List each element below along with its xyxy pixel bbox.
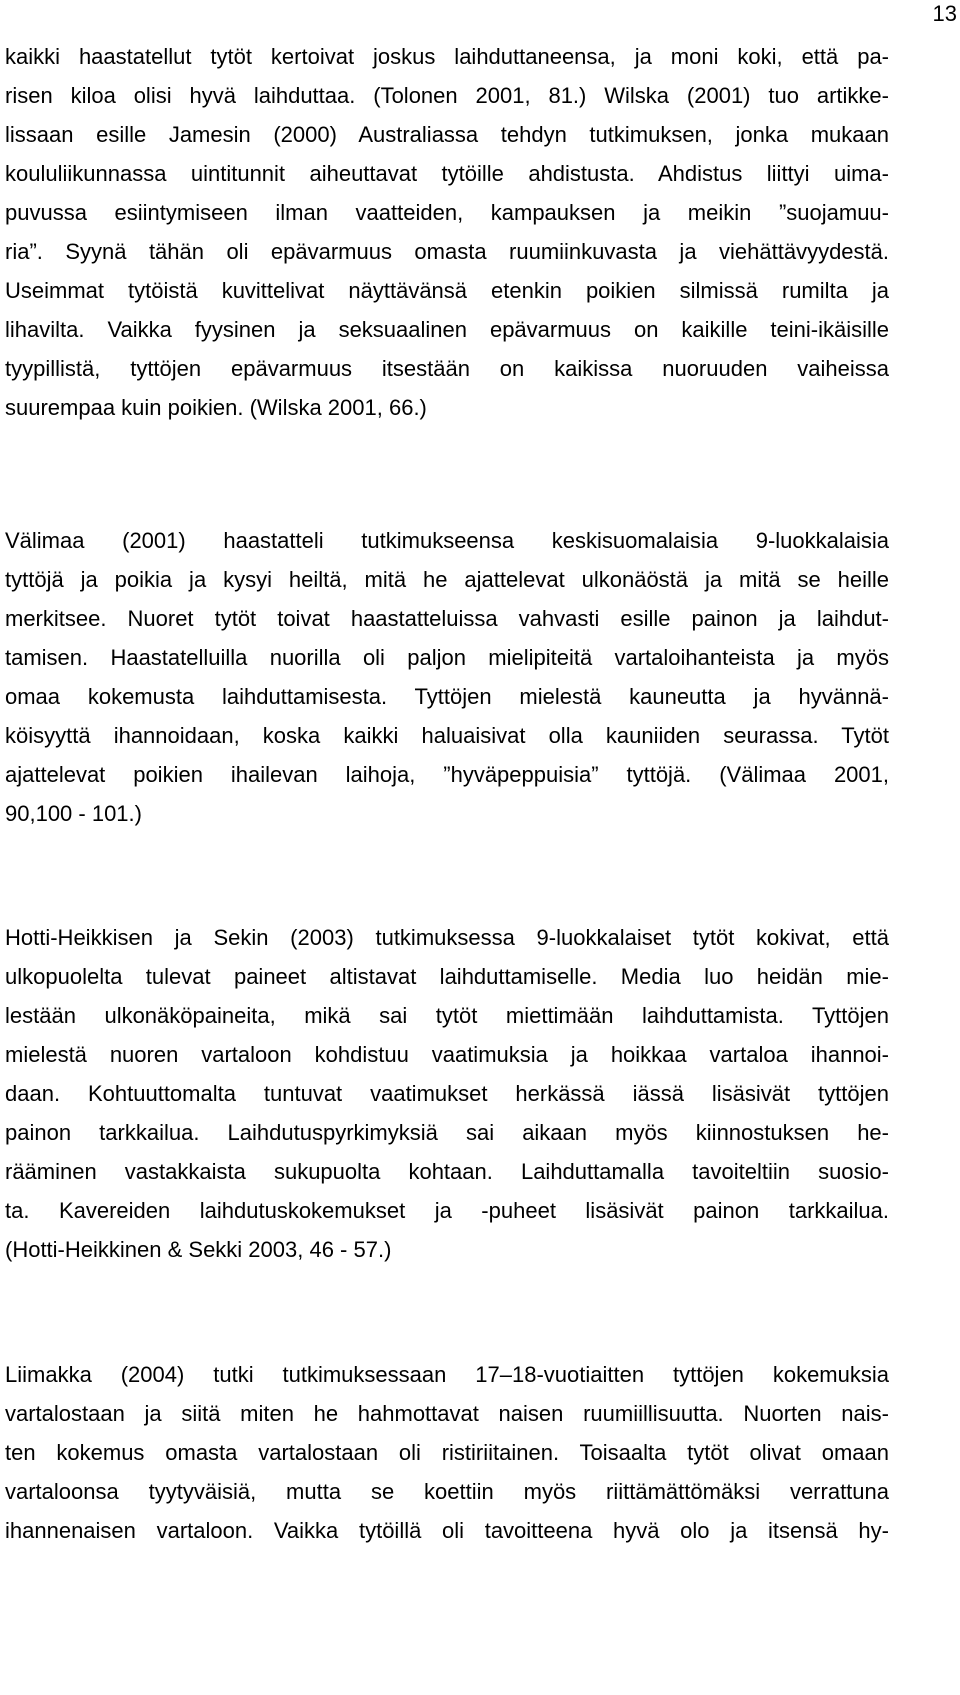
text-line: painon tarkkailua. Laihdutuspyrkimyksiä sai aikaan myös kiinnostuksen he- (5, 1120, 889, 1145)
text-line: Hotti-Heikkisen ja Sekin (2003) tutkimuksessa 9-luokkalaiset tytöt kokivat, että (5, 925, 889, 950)
text-line: (Hotti-Heikkinen & Sekki 2003, 46 - 57.) (5, 1237, 392, 1262)
text-line: rääminen vastakkaista sukupuolta kohtaan. Laihduttamalla tavoiteltiin suosio- (5, 1159, 889, 1184)
text-line: ihannenaisen vartaloon. Vaikka tytöillä oli tavoitteena hyvä olo ja itsensä hy- (5, 1518, 889, 1543)
text-line: lissaan esille Jamesin (2000) Australiassa tehdyn tutkimuksen, jonka mukaan (5, 122, 889, 147)
text-line: merkitsee. Nuoret tytöt toivat haastatteluissa vahvasti esille painon ja laihdut- (5, 606, 889, 631)
text-line: risen kiloa olisi hyvä laihduttaa. (Tolonen 2001, 81.) Wilska (2001) tuo artikke- (5, 83, 889, 108)
text-line: Useimmat tytöistä kuvittelivat näyttävänsä etenkin poikien silmissä rumilta ja (5, 278, 889, 303)
paragraph-2 (5, 521, 889, 833)
text-line: ria”. Syynä tähän oli epävarmuus omasta ruumiinkuvasta ja viehättävyydestä. (5, 239, 889, 264)
text-line: vartalostaan ja siitä miten he hahmottavat naisen ruumiillisuutta. Nuorten nais- (5, 1401, 889, 1426)
page-number: 13 (932, 1, 957, 26)
text-line: ajattelevat poikien ihailevan laihoja, ”hyväpeppuisia” tyttöjä. (Välimaa 2001, (5, 762, 889, 787)
text-line: vartaloonsa tyytyväisiä, mutta se koettiin myös riittämättömäksi verrattuna (5, 1479, 889, 1504)
text-line: tamisen. Haastatelluilla nuorilla oli paljon mielipiteitä vartaloihanteista ja myös (5, 645, 889, 670)
text-line: daan. Kohtuuttomalta tuntuvat vaatimukset herkässä iässä lisäsivät tyttöjen (5, 1081, 889, 1106)
text-line: ulkopuolelta tulevat paineet altistavat laihduttamiselle. Media luo heidän mie- (5, 964, 889, 989)
text-line: tyttöjä ja poikia ja kysyi heiltä, mitä he ajattelevat ulkonäöstä ja mitä se heille (5, 567, 889, 592)
text-line: lestään ulkonäköpaineita, mikä sai tytöt miettimään laihduttamista. Tyttöjen (5, 1003, 889, 1028)
paragraph-1 (5, 37, 889, 427)
text-line: tyypillistä, tyttöjen epävarmuus itsestään on kaikissa nuoruuden vaiheissa (5, 356, 889, 381)
text-line: puvussa esiintymiseen ilman vaatteiden, kampauksen ja meikin ”suojamuu- (5, 200, 889, 225)
text-line: kaikki haastatellut tytöt kertoivat joskus laihduttaneensa, ja moni koki, että pa- (5, 44, 889, 69)
paragraph-3 (5, 918, 889, 1269)
text-line: lihavilta. Vaikka fyysinen ja seksuaalinen epävarmuus on kaikille teini-ikäisille (5, 317, 889, 342)
text-line: suurempaa kuin poikien. (Wilska 2001, 66.) (5, 395, 427, 420)
text-line: mielestä nuoren vartaloon kohdistuu vaatimuksia ja hoikkaa vartaloa ihannoi- (5, 1042, 889, 1067)
text-line: Liimakka (2004) tutki tutkimuksessaan 17–18-vuotiaitten tyttöjen kokemuksia (5, 1362, 889, 1387)
text-line: koululiikunnassa uintitunnit aiheuttavat tytöille ahdistusta. Ahdistus liittyi uima- (5, 161, 889, 186)
paragraph-4 (5, 1355, 889, 1550)
text-line: ta. Kavereiden laihdutuskokemukset ja -puheet lisäsivät painon tarkkailua. (5, 1198, 889, 1223)
text-line: omaa kokemusta laihduttamisesta. Tyttöjen mielestä kauneutta ja hyvännä- (5, 684, 889, 709)
text-line: köisyyttä ihannoidaan, koska kaikki haluaisivat olla kauniiden seurassa. Tytöt (5, 723, 889, 748)
text-line: Välimaa (2001) haastatteli tutkimukseensa keskisuomalaisia 9-luokkalaisia (5, 528, 889, 553)
text-line: ten kokemus omasta vartalostaan oli ristiriitainen. Toisaalta tytöt olivat omaan (5, 1440, 889, 1465)
text-line: 90,100 - 101.) (5, 801, 142, 826)
